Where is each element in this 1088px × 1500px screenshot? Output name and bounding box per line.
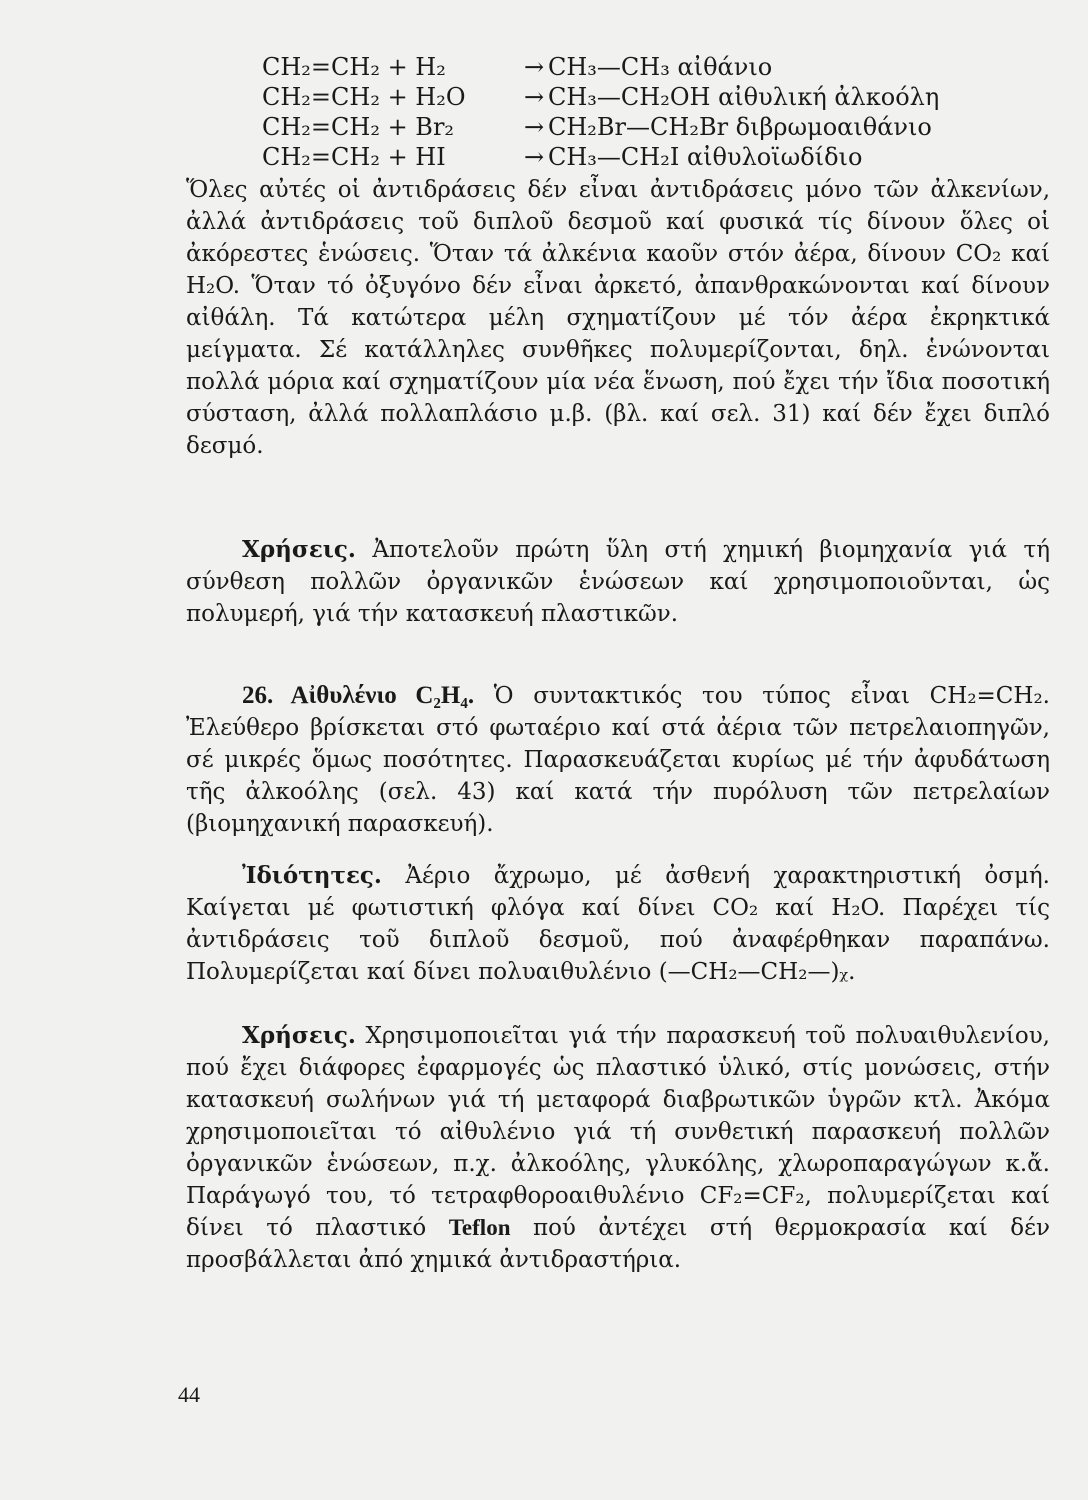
page-number: 44 xyxy=(178,1382,200,1407)
reaction-reactants: CH₂=CH₂ + HI xyxy=(262,143,446,171)
reaction-row xyxy=(262,82,1022,112)
properties-text: Ἀέριο ἄχρωμο, μέ ἀσθενή χαρακτηριστική ὀσμή. Καίγεται μέ φωτιστική φλόγα καί δίνει CO₂ καί H₂O. Παρέχει τίς ἀντιδράσεις τοῦ διπλοῦ δεσμοῦ, πού ἀναφέρθηκαν παραπάνω. Πολυμερίζεται καί δίνει πολυαιθυλένιο (—CH₂—CH₂—)ᵪ. xyxy=(186,863,1050,985)
reaction-list xyxy=(262,52,1022,172)
properties-heading: Ἰδιότητες. xyxy=(242,862,382,889)
reaction-arrow: → xyxy=(523,53,545,81)
uses-text: Ἀποτελοῦν πρώτη ὕλη στή χημική βιομηχανία γιά τή σύνθεση πολλῶν ὀργανικῶν ἑνώσεων καί χρησιμοποιοῦνται, ὡς πολυμερή, γιά τήν κατασκευή πλαστικῶν. xyxy=(186,537,1050,627)
paragraph-reactions-summary xyxy=(186,174,1050,462)
uses-text-end: πού ἀντέχει στή θερμοκρασία καί δέν προσβάλλεται ἀπό χημικά ἀντιδραστήρια. xyxy=(186,1215,1050,1273)
teflon-brand: Teflon xyxy=(448,1215,511,1240)
section-heading: 26. Αἰθυλένιο C₂H₄. xyxy=(242,682,475,709)
reaction-products: CH₃—CH₂I αἰθυλοϊωδίδιο xyxy=(548,143,863,171)
reaction-products: CH₃—CH₂OH αἰθυλική ἀλκοόλη xyxy=(548,83,940,111)
reaction-products: CH₂Br—CH₂Br διβρωμοαιθάνιο xyxy=(548,113,932,141)
reaction-reactants: CH₂=CH₂ + H₂ xyxy=(262,53,446,81)
reaction-row xyxy=(262,52,1022,82)
uses-text: Χρησιμοποιεῖται γιά τήν παρασκευή τοῦ πολυαιθυλενίου, πού ἔχει διάφορες ἐφαρμογές ὡς πλαστικό ὑλικό, στίς μονώσεις, στήν κατασκευή σωλήνων γιά τή μεταφορά διαβρωτικῶν ὑγρῶν κτλ. Ἀκόμα χρησιμοποιεῖται τό αἰθυλένιο γιά τή συνθετική παρασκευή πολλῶν ὀργανικῶν ἑνώσεων, π.χ. ἀλκοόλης, γλυκόλης, χλωροπαραγώγων κ.ἄ. Παράγωγό του, τό τετραφθοροαιθυλένιο CF₂=CF₂, πολυμερίζεται καί δίνει τό πλαστικό xyxy=(186,1023,1050,1241)
reaction-row xyxy=(262,112,1022,142)
section-text: Ὁ συντακτικός του τύπος εἶναι CH₂=CH₂. Ἐλεύθερο βρίσκεται στό φωταέριο καί στά ἀέρια τῶν πετρελαιοπηγῶν, σέ μικρές ὅμως ποσότητες. Παρασκευάζεται κυρίως μέ τήν ἀφυδάτωση τῆς ἀλκοόλης (σελ. 43) καί κατά τήν πυρόλυση τῶν πετρελαίων (βιομηχανική παρασκευή). xyxy=(186,683,1050,837)
reaction-row xyxy=(262,142,1022,172)
paragraph-ethylene-uses xyxy=(186,1020,1050,1276)
reaction-reactants: CH₂=CH₂ + Br₂ xyxy=(262,113,455,141)
reaction-arrow: → xyxy=(523,113,545,141)
uses-heading: Χρήσεις. xyxy=(242,536,356,563)
paragraph-alkene-uses xyxy=(186,534,1050,630)
reaction-products: CH₃—CH₃ αἰθάνιο xyxy=(548,53,773,81)
section-ethylene xyxy=(186,680,1050,840)
uses-heading: Χρήσεις. xyxy=(242,1022,356,1049)
paragraph-properties xyxy=(186,860,1050,988)
paragraph-text: Ὅλες αὐτές οἱ ἀντιδράσεις δέν εἶναι ἀντιδράσεις μόνο τῶν ἀλκενίων, ἀλλά ἀντιδράσεις τοῦ διπλοῦ δεσμοῦ καί φυσικά τίς δίνουν ὅλες οἱ ἀκόρεστες ἑνώσεις. Ὅταν τά ἀλκένια καοῦν στόν ἀέρα, δίνουν CO₂ καί H₂O. Ὅταν τό ὀξυγόνο δέν εἶναι ἀρκετό, ἀπανθρακώνονται καί δίνουν αἰθάλη. Τά κατώτερα μέλη σχηματίζουν μέ τόν ἀέρα ἐκρηκτικά μείγματα. Σέ κατάλληλες συνθῆκες πολυμερίζονται, δηλ. ἑνώνονται πολλά μόρια καί σχηματίζουν μία νέα ἕνωση, πού ἔχει τήν ἴδια ποσοτική σύσταση, ἀλλά πολλαπλάσιο μ.β. (βλ. καί σελ. 31) καί δέν ἔχει διπλό δεσμό. xyxy=(186,177,1050,459)
reaction-reactants: CH₂=CH₂ + H₂O xyxy=(262,83,466,111)
reaction-arrow: → xyxy=(523,83,545,111)
reaction-arrow: → xyxy=(523,143,545,171)
